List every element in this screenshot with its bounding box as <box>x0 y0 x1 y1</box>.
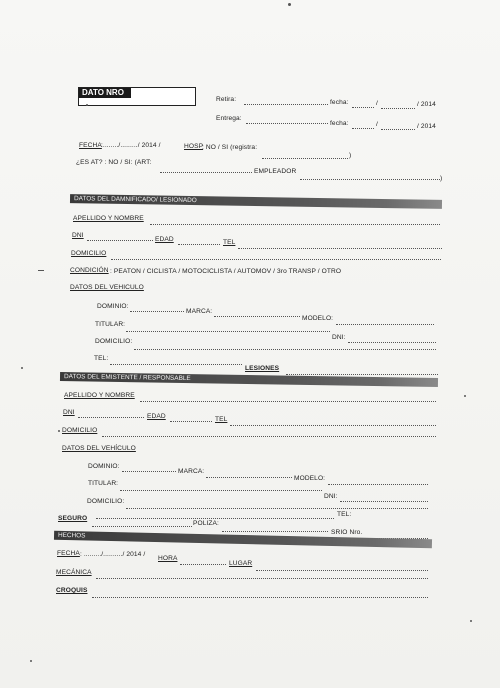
retira-fecha-month[interactable] <box>381 108 415 109</box>
emi-dni-field[interactable] <box>340 501 428 502</box>
art-field[interactable] <box>160 172 252 173</box>
hosp-label: HOSP <box>184 143 204 150</box>
emisor-edad-label: EDAD <box>147 413 166 420</box>
seguro-label: SEGURO <box>58 515 88 522</box>
dam-domicilio-label: DOMICILIO: <box>95 338 133 345</box>
section-bar-damnificado: DATOS DEL DAMNIFICADO/ LESIONADO <box>70 194 442 209</box>
empleador-field[interactable] <box>300 179 440 180</box>
mecanica-label: MECÁNICA <box>56 569 92 576</box>
dam-tel-field[interactable] <box>110 364 242 365</box>
emisor-domicilio-field[interactable] <box>102 436 436 437</box>
damnificado-dni-field[interactable] <box>87 240 153 241</box>
emi-modelo-field[interactable] <box>328 484 428 485</box>
damnificado-apellido-field[interactable] <box>150 224 440 225</box>
condicion-options: : PEATON / CICLISTA / MOTOCICLISTA / AUTOMOV / 3ro TRANSP / OTRO <box>110 268 342 275</box>
damnificado-tel-field[interactable] <box>238 248 442 249</box>
dam-titular-field[interactable] <box>126 331 330 332</box>
emi-tel-label: TEL: <box>337 511 352 518</box>
dam-modelo-label: MODELO: <box>302 315 334 322</box>
hechos-lugar-label: LUGAR <box>229 560 253 567</box>
dam-marca-label: MARCA: <box>186 308 213 315</box>
hechos-fecha-rest: : ........./........../ 2014 / <box>80 551 146 558</box>
section-bar-emisor: DATOS DEL EMISTENTE / RESPONSABLE <box>60 372 438 387</box>
damnificado-edad-field[interactable] <box>178 244 220 245</box>
emisor-tel-field[interactable] <box>230 425 436 426</box>
emi-modelo-label: MODELO: <box>294 475 326 482</box>
entrega-fecha-day[interactable] <box>352 128 374 129</box>
retira-slash: / <box>376 100 378 107</box>
retira-year: / 2014 <box>417 101 436 108</box>
damnificado-vehiculo-label: DATOS DEL VEHICULO <box>70 284 144 291</box>
dam-dominio-field[interactable] <box>130 311 184 312</box>
dam-domicilio-field[interactable] <box>134 349 436 350</box>
damnificado-tel-label: TEL <box>223 239 236 246</box>
empleador-label: EMPLEADOR <box>254 168 297 175</box>
dam-marca-field[interactable] <box>214 316 300 317</box>
es-at-label: ¿ES AT? : NO / SI: (ART: <box>76 159 152 166</box>
dam-tel-label: TEL: <box>94 355 109 362</box>
poliza-label: POLIZA: <box>193 520 219 527</box>
hechos-hora-label: HORA <box>158 555 178 562</box>
scan-speck <box>30 660 32 662</box>
scan-speck <box>58 430 60 432</box>
retira-label: Retira: <box>216 96 237 103</box>
emisor-dni-label: DNI <box>63 409 75 416</box>
entrega-field[interactable] <box>246 123 328 124</box>
emi-marca-field[interactable] <box>206 477 292 478</box>
damnificado-apellido-label: APELLIDO Y NOMBRE <box>73 215 144 222</box>
fecha-label: FECHA <box>79 142 102 149</box>
condicion-label: CONDICIÓN <box>70 267 109 274</box>
emisor-dni-field[interactable] <box>78 417 144 418</box>
dam-dni-label: DNI: <box>332 334 346 341</box>
poliza-field[interactable] <box>222 531 328 532</box>
emi-marca-label: MARCA: <box>178 468 205 475</box>
emi-domicilio-label: DOMICILIO: <box>87 498 125 505</box>
emisor-vehiculo-label: DATOS DEL VEHÍCULO <box>62 445 136 452</box>
dam-titular-label: TITULAR: <box>95 321 126 328</box>
dam-dominio-label: DOMINIO: <box>97 303 129 310</box>
dam-modelo-field[interactable] <box>336 324 434 325</box>
emisor-domicilio-label: DOMICILIO <box>62 427 98 434</box>
hechos-hora-field[interactable] <box>180 564 226 565</box>
emi-dni-label: DNI: <box>324 493 338 500</box>
scan-speck <box>470 620 472 622</box>
retira-fecha-label: fecha: <box>330 99 349 106</box>
emi-titular-field[interactable] <box>120 490 322 491</box>
mecanica-field[interactable] <box>96 578 428 579</box>
entrega-fecha-label: fecha: <box>330 120 349 127</box>
emisor-tel-label: TEL <box>215 416 228 423</box>
emi-titular-label: TITULAR: <box>88 480 119 487</box>
emisor-edad-field[interactable] <box>170 421 212 422</box>
hosp-rest: : NO / SI (registra: <box>202 144 258 151</box>
retira-fecha-day[interactable] <box>352 107 374 108</box>
scan-speck <box>288 3 291 6</box>
fecha-rest: :......../........./ 2014 / <box>101 142 161 149</box>
damnificado-edad-label: EDAD <box>155 236 174 243</box>
hosp-registra-field[interactable] <box>262 158 348 159</box>
damnificado-domicilio-field[interactable] <box>111 259 441 260</box>
scan-speck <box>86 104 88 106</box>
entrega-fecha-month[interactable] <box>381 129 415 130</box>
srio-label: SRIO Nro. <box>331 529 363 536</box>
damnificado-dni-label: DNI <box>72 232 84 239</box>
emisor-apellido-label: APELLIDO Y NOMBRE <box>64 392 135 399</box>
croquis-field[interactable] <box>92 597 428 598</box>
entrega-slash: / <box>376 121 378 128</box>
croquis-label: CROQUIS <box>56 587 88 594</box>
emi-tel-field[interactable] <box>96 518 334 519</box>
hechos-fecha-label: FECHA <box>57 550 80 557</box>
emisor-apellido-field[interactable] <box>140 401 436 402</box>
lesiones-field[interactable] <box>286 374 438 375</box>
emi-dominio-label: DOMINIO: <box>88 463 120 470</box>
hechos-lugar-field[interactable] <box>256 570 428 571</box>
hosp-close-paren: ) <box>349 152 352 159</box>
section-bar-hechos: HECHOS <box>54 531 432 549</box>
entrega-year: / 2014 <box>417 123 436 130</box>
emi-dominio-field[interactable] <box>122 471 176 472</box>
scan-speck <box>464 395 466 397</box>
scan-speck <box>38 270 44 271</box>
lesiones-label: LESIONES <box>245 365 280 372</box>
art-close-paren: ) <box>440 175 443 182</box>
dam-dni-field[interactable] <box>348 342 436 343</box>
emi-domicilio-field[interactable] <box>126 508 428 509</box>
damnificado-domicilio-label: DOMICILIO <box>71 250 107 257</box>
seguro-field[interactable] <box>92 526 192 527</box>
scan-speck <box>21 367 23 369</box>
entrega-label: Entrega: <box>216 115 242 122</box>
dato-nro-label: DATO NRO <box>79 88 131 98</box>
retira-field[interactable] <box>244 104 328 105</box>
